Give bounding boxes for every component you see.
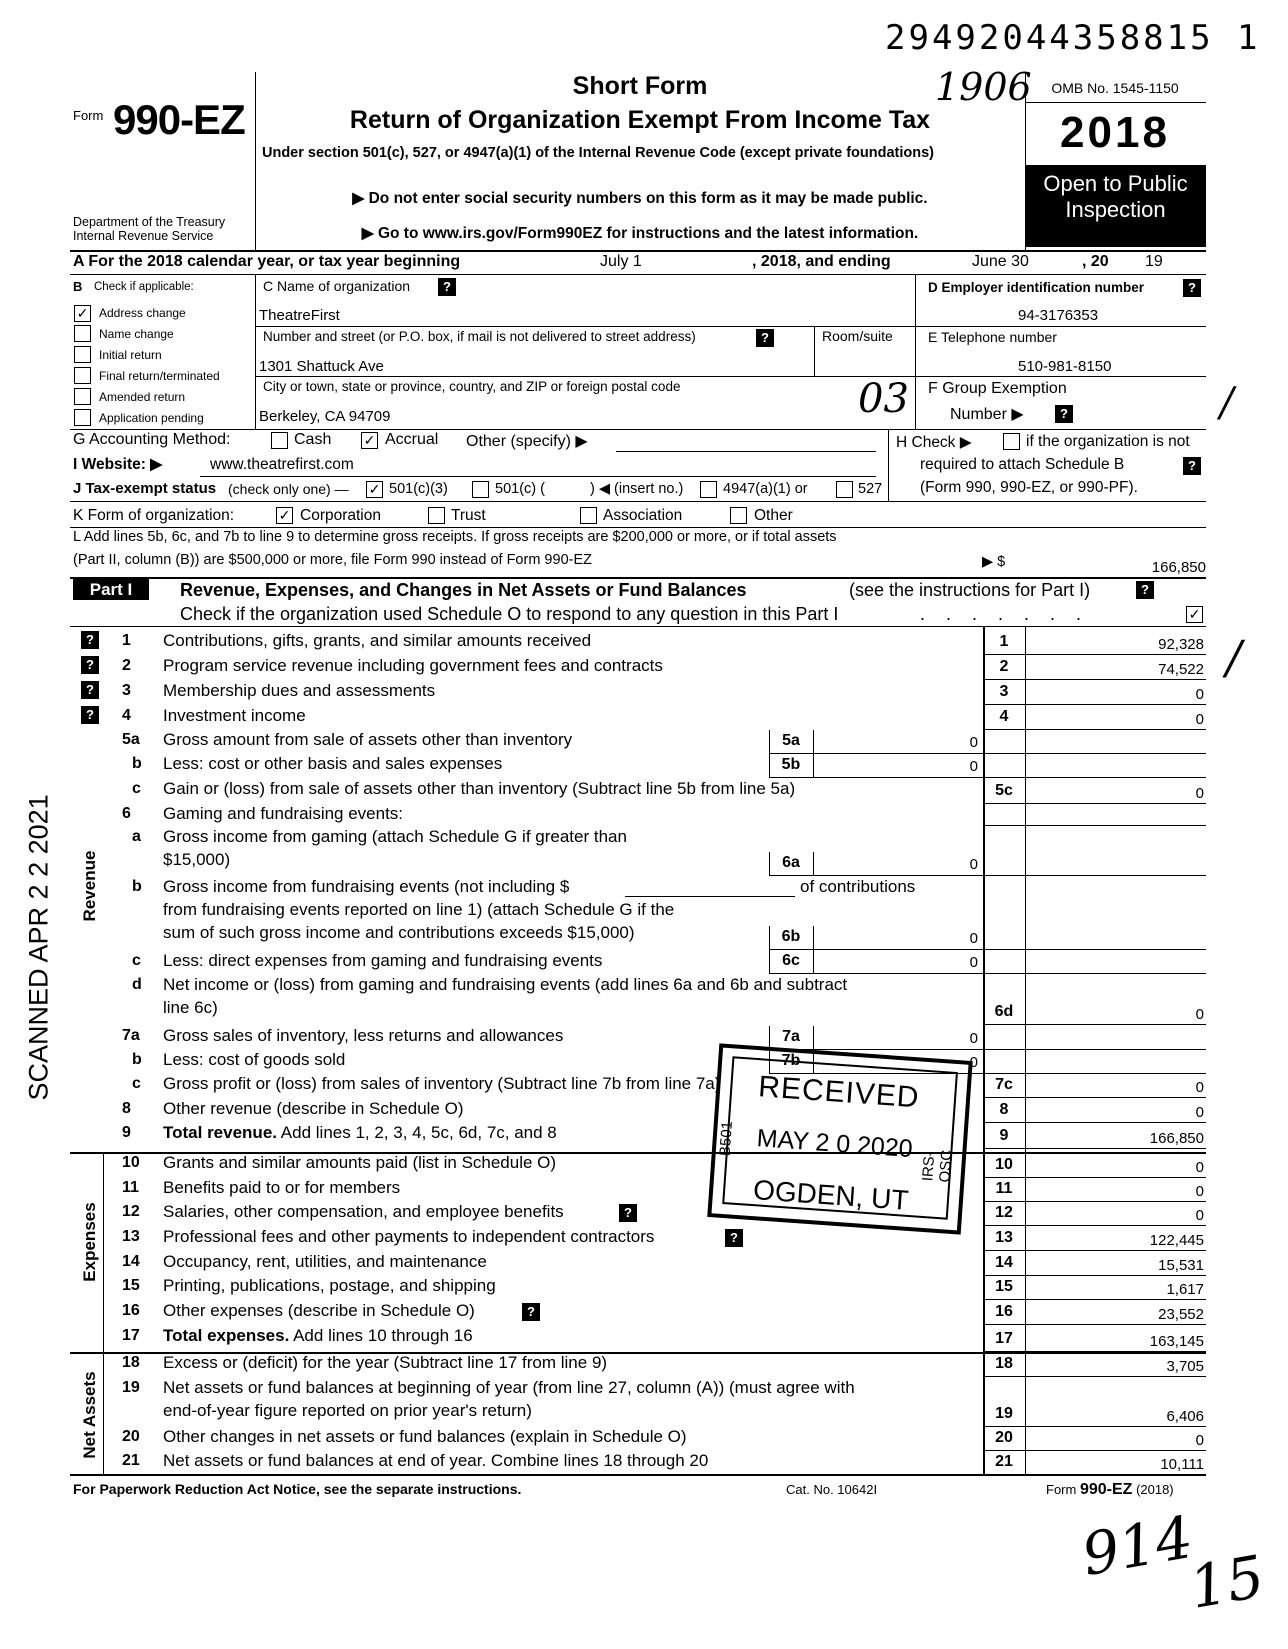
revenue-side-label: Revenue (80, 850, 99, 922)
expenses-side-label: Expenses (80, 1202, 99, 1282)
line-box-label: 18 (995, 1355, 1013, 1372)
stamp-right-code: IRS-OSC (919, 1149, 956, 1184)
sub-box-label: 6c (782, 952, 800, 969)
line-value: 122,445 (1149, 1232, 1204, 1249)
accounting-method-label: G Accounting Method: (73, 431, 231, 448)
line-text: Grants and similar amounts paid (list in Schedule O) (163, 1153, 557, 1172)
line-value: 23,552 (1158, 1306, 1204, 1323)
handwritten-code: 03 (858, 376, 909, 422)
sub-box-label: 6a (782, 854, 800, 871)
sub-box-value: 0 (969, 758, 978, 775)
street-label: Number and street (or P.O. box, if mail is not delivered to street address) (263, 329, 696, 344)
open-to-public: Open to Public (1043, 171, 1188, 196)
line-value: 3,705 (1166, 1358, 1204, 1375)
527-label: 527 (858, 481, 883, 497)
line-number: 21 (122, 1452, 140, 1469)
527-checkbox[interactable] (836, 481, 853, 498)
group-exemption-label: F Group Exemption (928, 380, 1067, 397)
schedule-o-checkbox[interactable]: ✓ (1186, 606, 1203, 623)
line-h-label-2: required to attach Schedule B (920, 456, 1125, 473)
org-name-label: C Name of organization (263, 278, 411, 294)
line-box-label: 3 (999, 683, 1009, 700)
part-1-title: Revenue, Expenses, and Changes in Net Assets or Fund Balances (180, 580, 747, 600)
line-value: 0 (1195, 1159, 1204, 1176)
tax-year: 2018 (1060, 108, 1170, 157)
line-value: 0 (1195, 1183, 1204, 1200)
501c-insert-label: ) ◀ (insert no.) (590, 481, 684, 497)
line-text-2: $15,000) (163, 850, 231, 869)
line-a-mid: , 2018, and ending (752, 253, 891, 270)
line-text: Other revenue (describe in Schedule O) (163, 1099, 464, 1118)
city-label: City or town, state or province, country, and ZIP or foreign postal code (263, 379, 681, 394)
line-text: Net assets or fund balances at end of year. Combine lines 18 through 20 (163, 1451, 709, 1470)
instructions-note: ▶ Go to www.irs.gov/Form990EZ for instructions and the latest information. (361, 225, 919, 242)
line-value: 0 (1195, 1207, 1204, 1224)
line-box-label: 21 (995, 1453, 1013, 1470)
tax-year-begin: July 1 (600, 253, 642, 270)
corporation-checkbox[interactable]: ✓ (276, 507, 293, 524)
line-number: 20 (122, 1428, 140, 1445)
line-text-2: from fundraising events reported on line 1) (attach Schedule G if the (163, 900, 675, 919)
footer-form-label (1046, 1481, 1174, 1499)
line-box-label: 12 (995, 1204, 1013, 1221)
line-number: 6 (122, 805, 131, 822)
501c-label: 501(c) ( (495, 481, 545, 497)
line-text: Gross income from fundraising events (not including $ (163, 877, 570, 896)
handwritten-number-2: 15 (1184, 1542, 1270, 1622)
line-number: 14 (122, 1253, 140, 1270)
scanned-stamp: SCANNED APR 2 2 2021 (23, 794, 54, 1101)
group-number-label: Number ▶ (950, 406, 1024, 423)
line-h-text: if the organization is not (1026, 433, 1190, 450)
ein-label: D Employer identification number (928, 280, 1145, 295)
line-box-label: 20 (995, 1429, 1013, 1446)
cash-checkbox[interactable] (271, 432, 288, 449)
line-box-label: 19 (995, 1405, 1013, 1422)
line-text-2: end-of-year figure reported on prior year's return) (163, 1401, 532, 1420)
line-number: 16 (122, 1302, 140, 1319)
line-value: 0 (1195, 711, 1204, 728)
line-value: 74,522 (1158, 661, 1204, 678)
line-l-text-1: L Add lines 5b, 6c, and 7b to line 9 to determine gross receipts. If gross receipts are $200,000 or more, or if total assets (73, 529, 837, 545)
handwritten-number-1: 914 (1076, 1502, 1198, 1590)
amended-return-checkbox[interactable] (74, 388, 91, 405)
section-b-label: Check if applicable: (94, 281, 194, 293)
dot-leader: . . . . . . . (920, 604, 1090, 624)
line-box-label: 6d (994, 1003, 1014, 1020)
line-number: 8 (122, 1100, 131, 1117)
501c-checkbox[interactable] (472, 481, 489, 498)
line-text-rest: Add lines 10 through 16 (293, 1326, 473, 1345)
application-pending-checkbox[interactable] (74, 409, 91, 426)
trust-label: Trust (451, 507, 486, 524)
sub-box-label: 5b (781, 756, 801, 773)
line-value: 0 (1195, 686, 1204, 703)
tax-year-end-year: 19 (1145, 253, 1163, 270)
form-of-org-label: K Form of organization: (73, 507, 235, 524)
line-h-label: H Check ▶ (896, 434, 972, 451)
form-title-short: Short Form (572, 72, 708, 100)
line-text: Other expenses (describe in Schedule O) (163, 1301, 475, 1320)
name-change-checkbox[interactable] (74, 325, 91, 342)
info-icon[interactable]: ? (438, 278, 456, 296)
line-text: Benefits paid to or for members (163, 1178, 401, 1197)
line-number: 19 (122, 1379, 140, 1396)
association-checkbox[interactable] (580, 507, 597, 524)
info-icon[interactable]: ? (522, 1303, 540, 1321)
line-text: Contributions, gifts, grants, and similar amounts received (163, 631, 592, 650)
line-text: Gross income from gaming (attach Schedule G if greater than (163, 827, 627, 846)
line-a-label: A For the 2018 calendar year, or tax year beginning (73, 253, 461, 270)
sub-box-value: 0 (969, 1030, 978, 1047)
line-text: Professional fees and other payments to independent contractors (163, 1227, 655, 1246)
amended-return-label: Amended return (99, 390, 186, 404)
irs-label: Internal Revenue Service (73, 229, 214, 243)
part-1-tag: Part I (73, 579, 149, 600)
line-text: Net assets or fund balances at beginning of year (from line 27, column (A)) (must agree with (163, 1378, 855, 1397)
line-text-suffix: of contributions (800, 877, 916, 896)
initial-return-label: Initial return (99, 348, 162, 362)
501c3-label: 501(c)(3) (389, 481, 448, 497)
line-text-rest: Add lines 1, 2, 3, 4, 5c, 6d, 7c, and 8 (280, 1123, 557, 1142)
tax-exempt-status-note: (check only one) — (228, 481, 349, 497)
sub-box-label: 5a (782, 732, 800, 749)
trust-checkbox[interactable] (428, 507, 445, 524)
line-l-arrow: ▶ $ (982, 554, 1006, 570)
cash-label: Cash (294, 431, 332, 448)
line-box-label: 16 (995, 1303, 1013, 1320)
form-title: Return of Organization Exempt From Income Tax (349, 106, 931, 134)
address-change-label: Address change (99, 306, 186, 320)
line-text: Occupancy, rent, utilities, and maintenance (163, 1252, 487, 1271)
line-value: 0 (1195, 1432, 1204, 1449)
line-value: 6,406 (1166, 1408, 1204, 1425)
line-number: 4 (122, 707, 131, 724)
line-text: Less: direct expenses from gaming and fundraising events (163, 951, 603, 970)
line-number: 13 (122, 1228, 140, 1245)
catalog-number: Cat. No. 10642I (786, 1482, 878, 1497)
line-text: Program service revenue including government fees and contracts (163, 656, 663, 675)
line-value: 0 (1195, 1079, 1204, 1096)
4947-checkbox[interactable] (700, 481, 717, 498)
inspection: Inspection (1065, 197, 1166, 222)
stamp-location: OGDEN, UT (752, 1174, 910, 1216)
line-h-label-3: (Form 990, 990-EZ, or 990-PF). (920, 479, 1138, 496)
line-text-bold: Total expenses. (163, 1326, 290, 1345)
handwritten-note-top: 1906 (935, 65, 1032, 109)
line-number: 5a (122, 731, 140, 748)
line-number: b (132, 755, 142, 772)
name-change-label: Name change (99, 327, 174, 341)
line-number: c (132, 952, 141, 969)
dept-treasury: Department of the Treasury (73, 215, 226, 229)
other-method-label: Other (specify) ▶ (466, 433, 588, 450)
line-number: 2 (122, 657, 131, 674)
omb-number: OMB No. 1545-1150 (1051, 80, 1179, 96)
form-subtitle: Under section 501(c), 527, or 4947(a)(1) of the Internal Revenue Code (except private foundations) (262, 145, 934, 161)
info-icon[interactable]: ? (619, 1204, 637, 1222)
line-text (163, 1326, 473, 1346)
line-a-twenty: , 20 (1082, 253, 1109, 270)
line-number: 18 (122, 1354, 140, 1371)
line-text: Net income or (loss) from gaming and fundraising events (add lines 6a and 6b and subtract (163, 975, 848, 994)
sub-box-value: 0 (969, 1054, 978, 1071)
line-text: Membership dues and assessments (163, 681, 436, 700)
corporation-label: Corporation (300, 507, 381, 524)
line-box-label: 5c (995, 782, 1013, 799)
line-text-bold: Total revenue. (163, 1123, 277, 1142)
phone-label: E Telephone number (928, 329, 1057, 345)
line-number: c (132, 780, 141, 797)
line-number: a (132, 828, 141, 845)
phone-value: 510-981-8150 (1018, 358, 1112, 375)
form-number: 990-EZ (113, 96, 245, 143)
line-l-text-2: (Part II, column (B)) are $500,000 or more, file Form 990 instead of Form 990-EZ (73, 552, 592, 568)
info-icon[interactable]: ? (1136, 581, 1154, 599)
room-suite-label: Room/suite (822, 328, 893, 344)
line-number: 11 (122, 1179, 139, 1196)
line-text: Less: cost or other basis and sales expenses (163, 754, 503, 773)
info-icon[interactable]: ? (1183, 279, 1201, 297)
accrual-checkbox[interactable]: ✓ (361, 432, 378, 449)
sub-box-label: 7b (781, 1052, 801, 1069)
line-value: 0 (1195, 1006, 1204, 1023)
line-value: 1,617 (1166, 1281, 1204, 1298)
line-number: 10 (122, 1154, 140, 1171)
line-number: d (132, 976, 142, 993)
sub-box-label: 7a (782, 1028, 800, 1045)
line-text: Excess or (deficit) for the year (Subtract line 17 from line 9) (163, 1353, 608, 1372)
ein-value: 94-3176353 (1018, 307, 1099, 324)
line-text: Gaming and fundraising events: (163, 804, 404, 823)
info-icon[interactable]: ? (81, 631, 99, 649)
line-number: 12 (122, 1203, 140, 1220)
line-number: 9 (122, 1124, 131, 1141)
line-number: b (132, 1051, 142, 1068)
final-return-checkbox[interactable] (74, 367, 91, 384)
form-prefix: Form (73, 108, 104, 123)
line-value: 10,111 (1160, 1456, 1204, 1473)
received-stamp (707, 1043, 973, 1234)
stamp-received: RECEIVED (757, 1070, 921, 1115)
info-icon[interactable]: ? (81, 706, 99, 724)
accrual-label: Accrual (385, 431, 439, 448)
application-pending-label: Application pending (99, 411, 204, 425)
line-box-label: 14 (995, 1254, 1013, 1271)
line-box-label: 17 (995, 1330, 1013, 1347)
line-value: 0 (1195, 785, 1204, 802)
line-number: 1 (122, 632, 131, 649)
schedule-o-check-text: Check if the organization used Schedule O to respond to any question in this Part I (180, 604, 839, 624)
line-box-label: 9 (999, 1127, 1009, 1144)
line-box-label: 11 (995, 1180, 1013, 1197)
paperwork-notice: For Paperwork Reduction Act Notice, see the separate instructions. (73, 1481, 522, 1497)
other-org-label: Other (754, 507, 793, 524)
line-box-label: 10 (995, 1156, 1013, 1173)
street-address: 1301 Shattuck Ave (259, 358, 384, 375)
line-number: 17 (122, 1327, 140, 1344)
line-box-label: 13 (995, 1229, 1013, 1246)
line-number: c (132, 1075, 141, 1092)
line-text: Less: cost of goods sold (163, 1050, 346, 1069)
document-locator-number: 29492044358815 1 (885, 18, 1261, 58)
ssn-warning: ▶ Do not enter social security numbers on this form as it may be made public. (352, 190, 928, 207)
gross-receipts-value: 166,850 (1151, 559, 1206, 576)
other-org-checkbox[interactable] (730, 507, 747, 524)
website-label: I Website: ▶ (73, 456, 163, 473)
footer-form-year: (2018) (1136, 1482, 1174, 1497)
final-return-label: Final return/terminated (99, 369, 220, 383)
line-text: Gross amount from sale of assets other than inventory (163, 730, 573, 749)
tax-exempt-status-label: J Tax-exempt status (73, 480, 217, 497)
footer-form-number: 990-EZ (1079, 1481, 1133, 1498)
sub-box-label: 6b (781, 928, 801, 945)
line-box-label: 8 (999, 1101, 1009, 1118)
open-to-public-box (1025, 165, 1206, 247)
stamp-date: MAY 2 0 2020 (755, 1124, 914, 1164)
line-value: 92,328 (1158, 636, 1204, 653)
stamp-left-code: B501 (716, 1120, 736, 1157)
line-number: 15 (122, 1277, 140, 1294)
line-text: Investment income (163, 706, 306, 725)
handwritten-tick: / (1226, 630, 1242, 684)
line-text: Gain or (loss) from sale of assets other than inventory (Subtract line 5b from line 5a) (163, 779, 796, 798)
line-value: 0 (1195, 1104, 1204, 1121)
line-value: 166,850 (1149, 1130, 1204, 1147)
tax-year-end: June 30 (972, 253, 1029, 270)
sub-box-value: 0 (969, 930, 978, 947)
line-h-label-b (1026, 433, 1190, 451)
info-icon[interactable]: ? (81, 681, 99, 699)
sub-box-value: 0 (969, 856, 978, 873)
info-icon[interactable]: ? (81, 656, 99, 674)
address-change-checkbox[interactable]: ✓ (74, 305, 91, 322)
website-value: www.theatrefirst.com (210, 456, 354, 473)
line-text-3: sum of such gross income and contributions exceeds $15,000) (163, 923, 635, 942)
schedule-b-checkbox[interactable] (1003, 433, 1020, 450)
line-number: b (132, 878, 142, 895)
footer-form-prefix: Form (1046, 1482, 1077, 1497)
info-icon[interactable]: ? (756, 329, 774, 347)
line-box-label: 7c (995, 1076, 1013, 1093)
line-number: 3 (122, 682, 131, 699)
line-text: Salaries, other compensation, and employee benefits (163, 1202, 564, 1221)
line-number: 7a (122, 1027, 140, 1044)
line-text: Gross sales of inventory, less returns and allowances (163, 1026, 564, 1045)
line-box-label: 2 (999, 658, 1009, 675)
net-assets-side-label: Net Assets (80, 1371, 99, 1459)
info-icon[interactable]: ? (1183, 457, 1201, 475)
line-text (163, 1123, 557, 1143)
info-icon[interactable]: ? (1055, 405, 1073, 423)
sub-box-value: 0 (969, 954, 978, 971)
line-box-label: 4 (999, 708, 1009, 725)
initial-return-checkbox[interactable] (74, 346, 91, 363)
handwritten-mark: / (1220, 380, 1234, 426)
line-box-label: 15 (995, 1278, 1013, 1295)
line-box-label: 1 (999, 633, 1009, 650)
info-icon[interactable]: ? (725, 1229, 743, 1247)
section-b-letter: B (73, 279, 83, 294)
line-text-2: line 6c) (163, 998, 218, 1017)
city-state-zip: Berkeley, CA 94709 (259, 408, 391, 425)
line-text: Other changes in net assets or fund balances (explain in Schedule O) (163, 1427, 687, 1446)
part-1-title-note: (see the instructions for Part I) (849, 580, 1091, 600)
4947-label: 4947(a)(1) or (723, 481, 808, 497)
line-text: Gross profit or (loss) from sales of inventory (Subtract line 7b from line 7a) (163, 1074, 721, 1093)
association-label: Association (603, 507, 683, 524)
org-name: TheatreFirst (259, 307, 340, 324)
line-text: Printing, publications, postage, and shipping (163, 1276, 496, 1295)
line-value: 15,531 (1158, 1257, 1204, 1274)
sub-box-value: 0 (969, 734, 978, 751)
501c3-checkbox[interactable]: ✓ (366, 481, 383, 498)
line-value: 163,145 (1149, 1333, 1204, 1350)
